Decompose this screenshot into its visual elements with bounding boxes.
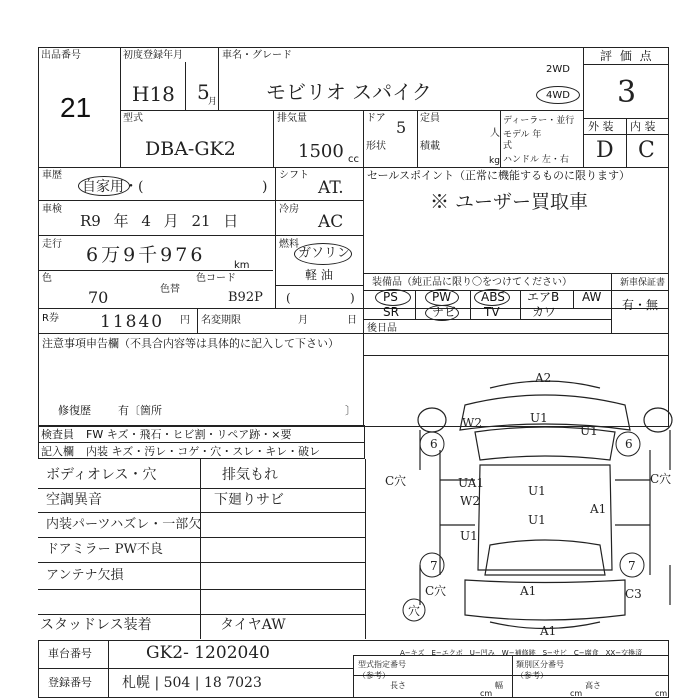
first-reg-label: 初度登録年月 <box>123 50 183 61</box>
note-line-3: 内装パーツハズレ・一部欠 <box>46 517 202 532</box>
inspection-value: R9 年 4 月 21 日 <box>80 212 239 230</box>
handle-label: ハンドル 左・右 <box>503 155 569 165</box>
entry-items: 内装 キズ・汚レ・コゲ・穴・スレ・キレ・破レ <box>86 445 321 458</box>
svg-text:C3: C3 <box>625 587 642 601</box>
sales-point-value: ※ ユーザー買取車 <box>430 191 589 213</box>
car-right-side <box>615 450 650 575</box>
model-year-label: モデル 年式 <box>503 130 542 151</box>
svg-text:6: 6 <box>430 437 438 451</box>
svg-text:U1: U1 <box>460 529 478 543</box>
fuel-light-oil: 軽 油 <box>305 268 333 282</box>
grid-line <box>38 333 669 334</box>
category-label: 類別区分番号（参考） <box>516 660 564 680</box>
grid-line <box>583 64 669 65</box>
grid-line <box>417 110 418 167</box>
car-rear-body <box>465 580 625 620</box>
inspection-label: 車検 <box>42 204 62 215</box>
equip-pw: PW <box>432 290 452 304</box>
fuel-paren-close: ) <box>350 291 355 305</box>
grid-line <box>363 290 669 291</box>
shape-label: 形状 <box>366 141 386 152</box>
make-label: 車名・グレード <box>222 50 292 61</box>
grid-line <box>365 459 366 639</box>
first-reg-month: 5 <box>197 80 210 104</box>
equip-sr: SR <box>383 305 399 319</box>
dealer-label: ディーラー・並行 <box>503 116 575 126</box>
grid-line <box>38 308 669 309</box>
chassis-value: GK2- 1202040 <box>146 643 270 663</box>
color-code-value: B92P <box>228 290 263 305</box>
right-note-1: 排気もれ <box>222 467 278 483</box>
displacement-value: 1500 <box>298 141 344 162</box>
grid-line <box>363 167 364 427</box>
history-label: 車歴 <box>42 170 62 181</box>
warranty-value: 有・無 <box>622 298 659 312</box>
grade-value: 3 <box>617 75 637 110</box>
svg-text:U1: U1 <box>528 513 546 527</box>
grid-line <box>218 47 219 110</box>
grid-line <box>415 290 416 319</box>
note-line <box>38 512 365 513</box>
history-close-paren: ) <box>262 179 268 195</box>
height-unit: cm <box>655 689 668 698</box>
grid-line <box>520 290 521 319</box>
capacity-unit: 人 <box>490 128 500 139</box>
color-label: 色 <box>42 273 52 284</box>
diagram-legend: A−キズ E−エクボ U−凹み W−補修跡 S−サビ C−腐食 XX−交換済 <box>400 649 643 657</box>
svg-text:C穴: C穴 <box>425 584 447 598</box>
grid-line <box>363 110 364 167</box>
inspector-label: 検査員 <box>41 428 74 441</box>
right-note-2: 下廻りサビ <box>214 492 284 508</box>
grid-line <box>363 355 669 356</box>
svg-text:A2: A2 <box>535 371 552 385</box>
length-unit: cm <box>480 689 493 698</box>
load-label: 積載 <box>420 141 440 152</box>
repaint-label: 色替 <box>160 284 180 295</box>
recycle-unit: 円 <box>180 315 190 326</box>
grid-line <box>573 290 574 308</box>
grid-line <box>275 285 363 286</box>
drive-2wd: 2WD <box>546 64 570 75</box>
fuel-gasoline: ガソリン <box>298 246 351 261</box>
capacity-label: 定員 <box>420 113 440 124</box>
grid-line <box>512 655 513 698</box>
equip-abs: ABS <box>481 290 505 304</box>
fuel-paren-open: ( <box>286 291 291 305</box>
car-left-side <box>440 450 475 575</box>
svg-text:A1: A1 <box>520 584 537 598</box>
lot-no-label: 出品番号 <box>41 50 81 61</box>
width-label: 幅 <box>495 681 503 690</box>
grid-line <box>108 640 109 698</box>
mileage-value: 6万9千976 <box>86 244 206 266</box>
recycle-value: 11840 <box>100 312 165 332</box>
term-label: 名変期限 <box>201 315 241 326</box>
note-line-4: ドアミラー PW不良 <box>46 542 163 557</box>
equip-tv: TV <box>484 305 500 319</box>
svg-text:U1: U1 <box>530 411 548 425</box>
grid-line <box>273 110 274 167</box>
type-label: 型式 <box>123 113 143 124</box>
equip-navi: ナビ <box>432 305 457 319</box>
reg-value: 札幌 | 504 | 18 7023 <box>122 675 262 691</box>
right-mirror <box>644 408 672 432</box>
svg-text:穴: 穴 <box>408 604 421 618</box>
fuel-label: 燃料 <box>279 239 299 250</box>
svg-text:W2: W2 <box>460 494 480 508</box>
load-unit: kg <box>489 156 500 166</box>
reg-label: 登録番号 <box>48 676 92 689</box>
recycle-label: R券 <box>42 313 59 324</box>
exterior-value: D <box>596 138 614 163</box>
grid-line <box>38 235 363 236</box>
color-code-label: 色コード <box>196 273 236 284</box>
term-day: 日 <box>347 315 357 326</box>
history-value: 自家用・( <box>82 179 144 195</box>
svg-text:UA1: UA1 <box>458 476 485 490</box>
length-label: 長さ <box>390 681 406 690</box>
note-line <box>38 614 365 615</box>
equip-leather: カワ <box>532 305 557 319</box>
grid-line <box>626 118 627 167</box>
grid-line <box>200 459 201 639</box>
repair-value: 有〔箇所 <box>118 404 162 417</box>
repair-label: 修復歴 <box>58 404 91 417</box>
lot-no-value: 21 <box>60 92 92 123</box>
grid-line <box>363 273 669 274</box>
term-month: 月 <box>298 315 308 326</box>
rear-seat-label: 後日品 <box>367 323 397 334</box>
mileage-label: 走行 <box>42 239 62 250</box>
grid-line <box>470 290 471 319</box>
exterior-label: 外 装 <box>588 120 614 133</box>
sales-point-label: セールスポイント（正常に機能するものに限ります） <box>367 169 631 182</box>
first-reg-month-unit: 月 <box>208 97 218 107</box>
doors-value: 5 <box>396 118 407 137</box>
interior-value: C <box>638 138 655 163</box>
grid-line <box>500 110 501 167</box>
displacement-label: 排気量 <box>277 113 307 124</box>
caution-label: 注意事項申告欄（不具合内容等は具体的に記入して下さい） <box>42 337 339 350</box>
grid-line <box>38 200 363 201</box>
svg-text:U1: U1 <box>580 424 598 438</box>
grid-line <box>38 668 353 669</box>
doors-label: ドア <box>366 113 386 124</box>
grid-line <box>611 273 612 333</box>
repair-close: 〕 <box>345 404 356 417</box>
grid-line <box>120 47 121 167</box>
designated-label: 型式指定番号（参考） <box>358 660 406 680</box>
grade-label: 評 価 点 <box>600 49 654 63</box>
drive-4wd: 4WD <box>546 90 570 101</box>
car-damage-diagram <box>380 360 680 650</box>
displacement-unit: cc <box>348 154 359 165</box>
grid-line <box>353 655 354 698</box>
first-reg-year: H18 <box>132 82 175 106</box>
note-line-1: ボディオレス・穴 <box>46 467 157 483</box>
note-line-2: 空調異音 <box>46 492 102 508</box>
grid-line <box>197 308 198 333</box>
height-label: 高さ <box>585 681 601 690</box>
svg-text:C穴: C穴 <box>385 474 407 488</box>
svg-text:7: 7 <box>628 559 636 573</box>
color-value: 70 <box>88 288 109 307</box>
svg-text:7: 7 <box>430 559 438 573</box>
note-line <box>38 562 365 563</box>
grid-line <box>363 319 611 320</box>
note-line-6: スタッドレス装着 <box>40 617 152 633</box>
equip-ps: PS <box>383 290 398 304</box>
grid-line <box>275 167 276 308</box>
inspector-items: FW キズ・飛石・ヒビ割・リペア跡・×要 <box>86 428 292 441</box>
shift-value: AT. <box>318 178 344 198</box>
note-line <box>38 537 365 538</box>
grid-line <box>353 655 669 656</box>
warranty-label: 新車保証書 <box>620 278 666 288</box>
model-name: モビリオ スパイク <box>266 80 432 104</box>
mileage-unit: km <box>234 260 250 271</box>
svg-text:6: 6 <box>625 437 633 451</box>
note-line-5: アンテナ欠損 <box>46 568 124 583</box>
cooling-value: AC <box>318 212 344 232</box>
interior-label: 内 装 <box>630 120 656 133</box>
grid-line <box>583 47 584 167</box>
studless-value: タイヤAW <box>220 617 286 633</box>
equipment-label: 装備品（純正品に限り〇をつけてください） <box>372 277 572 288</box>
entry-label: 記入欄 <box>41 445 74 458</box>
cooling-label: 冷房 <box>279 204 299 215</box>
note-line <box>38 589 365 590</box>
chassis-label: 車台番号 <box>48 647 92 660</box>
svg-text:A1: A1 <box>540 624 557 638</box>
left-mirror <box>418 408 446 432</box>
grid-line <box>120 110 583 111</box>
svg-text:U1: U1 <box>528 484 546 498</box>
shift-label: シフト <box>279 170 309 181</box>
svg-text:W2: W2 <box>462 416 482 430</box>
grid-line <box>185 62 186 110</box>
width-unit: cm <box>570 689 583 698</box>
equip-airbag: エアB <box>527 290 560 304</box>
note-line <box>38 488 365 489</box>
equip-aw: AW <box>582 290 602 304</box>
type-value: DBA-GK2 <box>145 138 236 160</box>
svg-text:C穴: C穴 <box>650 472 672 486</box>
grid-line <box>38 442 365 443</box>
svg-text:A1: A1 <box>590 502 607 516</box>
grid-line <box>38 167 669 168</box>
